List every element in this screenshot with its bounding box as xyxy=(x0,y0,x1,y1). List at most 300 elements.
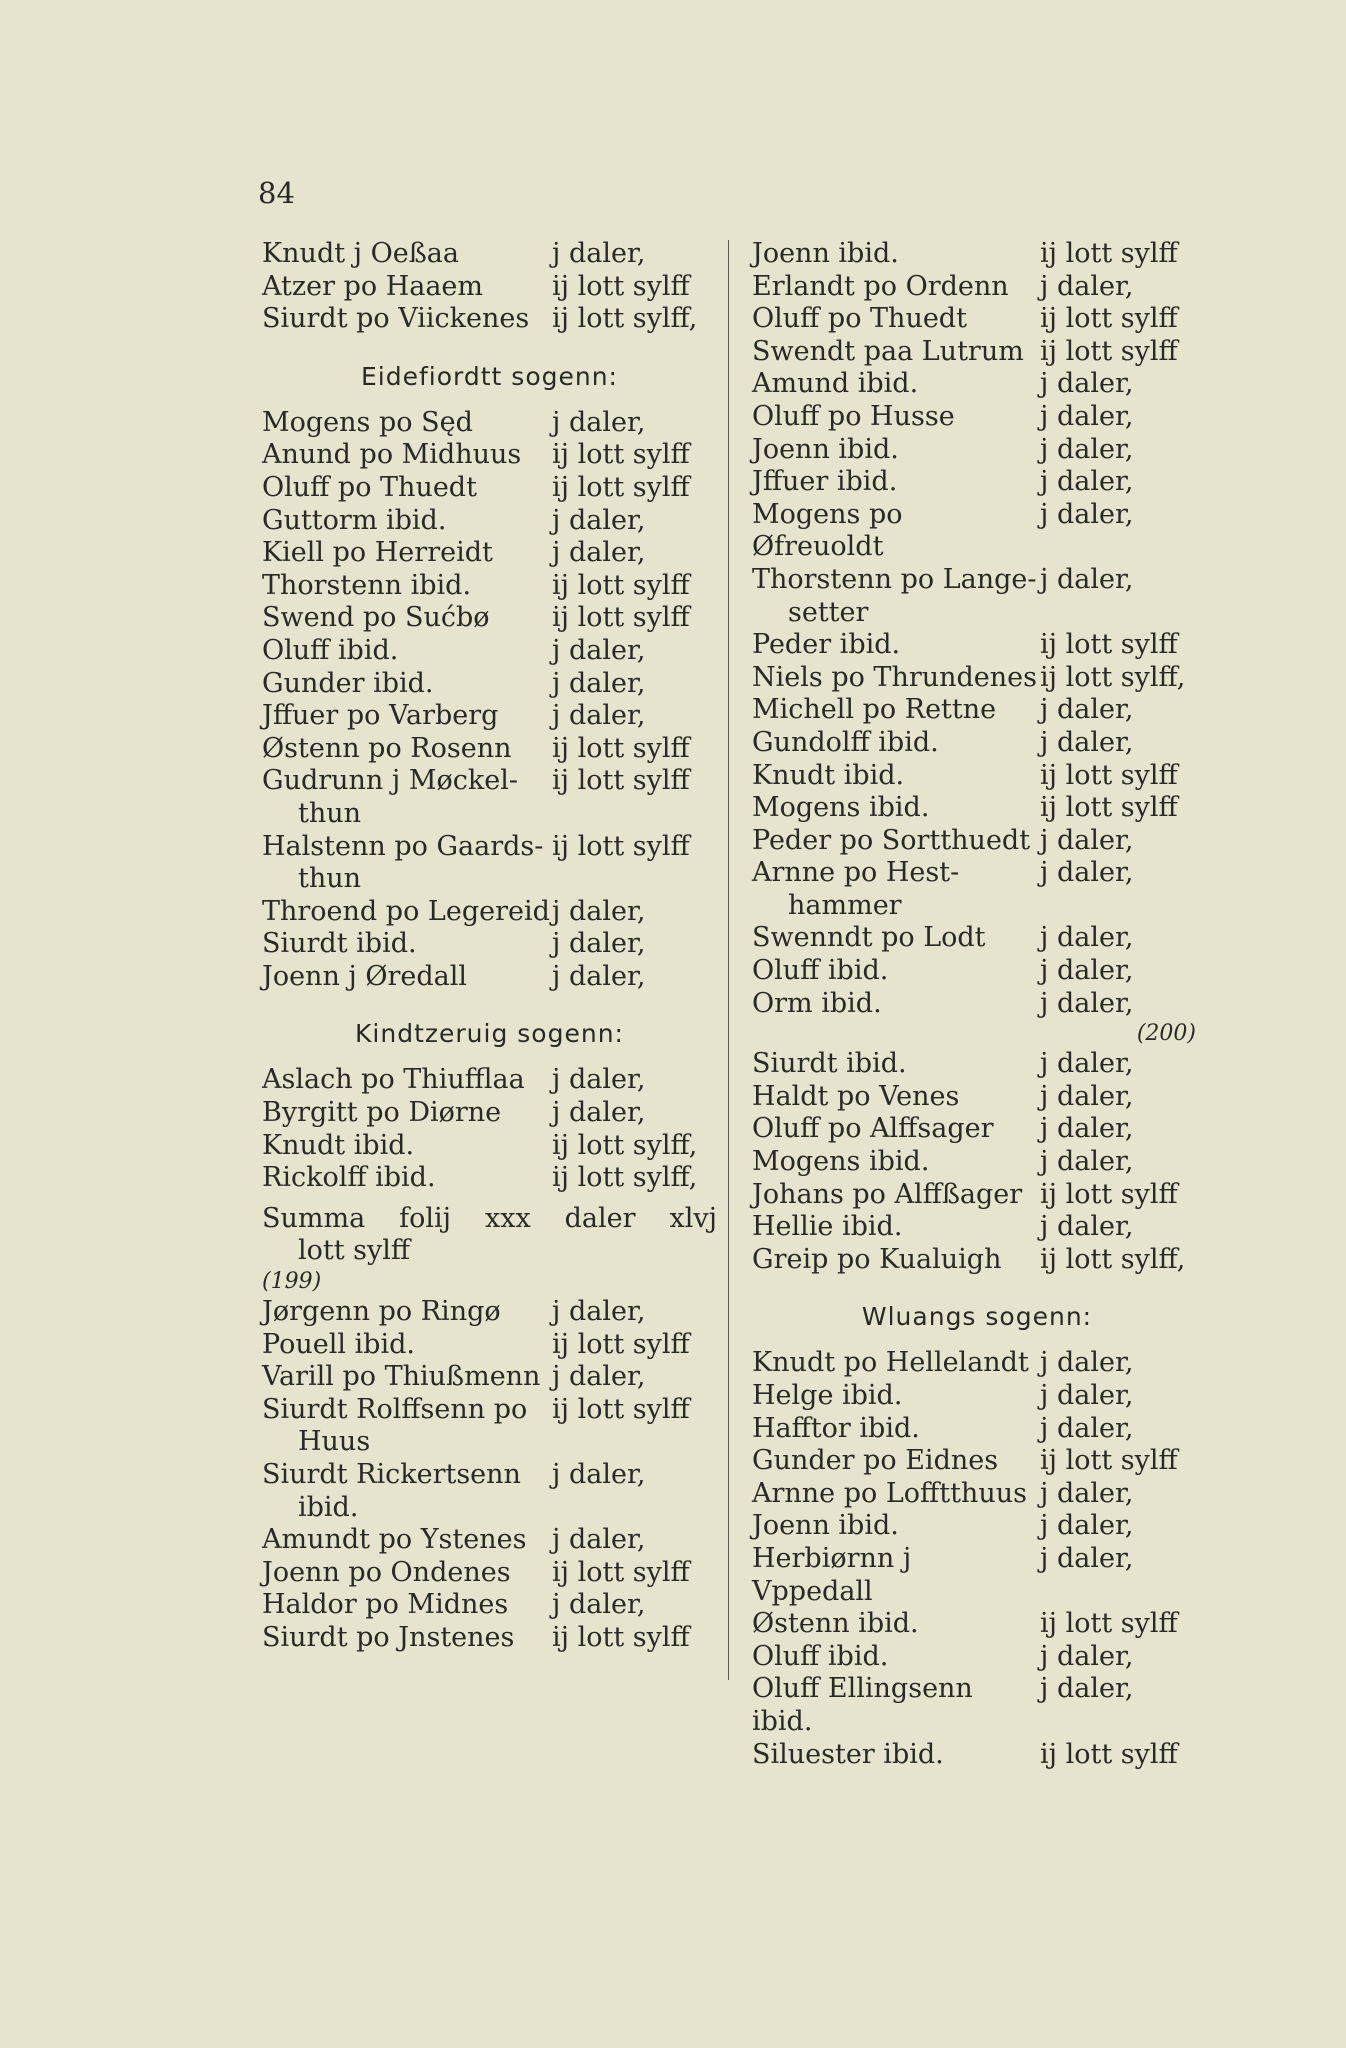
entry-name-text: Mogens po Øfreuoldt xyxy=(752,498,903,563)
entry-amount: ij lott sylff xyxy=(552,1393,690,1425)
ledger-entry xyxy=(752,727,1202,760)
entry-amount: j daler, xyxy=(552,504,646,536)
entry-name xyxy=(752,1445,1040,1478)
entry-name-text: Mogens ibid. xyxy=(752,792,930,824)
entry-name xyxy=(752,564,1040,629)
ledger-entry xyxy=(262,1622,717,1655)
entry-name xyxy=(262,1622,552,1655)
entry-name-text: Swenndt po Lodt xyxy=(752,922,986,954)
ledger-entry xyxy=(752,1510,1202,1543)
ledger-entry xyxy=(752,1113,1202,1146)
entry-name-text: Gundolff ibid. xyxy=(752,726,939,758)
entry-amount: j daler, xyxy=(1040,1542,1134,1574)
entry-name-text: Atzer po Haaem xyxy=(262,270,484,302)
entry-name xyxy=(262,961,552,994)
entry-name-text: Niels po Thrundenes xyxy=(752,661,1038,693)
entry-name xyxy=(262,271,552,304)
entry-name xyxy=(752,1510,1040,1543)
entry-name xyxy=(262,570,552,603)
entry-name-text: Byrgitt po Diørne xyxy=(262,1097,502,1129)
entry-amount: j daler, xyxy=(1040,433,1134,465)
ledger-entry xyxy=(752,271,1202,304)
entry-amount: j daler, xyxy=(552,700,646,732)
ledger-entry xyxy=(752,825,1202,858)
entry-name-text: Gunder ibid. xyxy=(262,667,434,699)
entry-name xyxy=(752,1608,1040,1641)
entry-name-continuation: thun xyxy=(298,863,362,895)
entry-name xyxy=(752,1641,1040,1674)
ledger-entry xyxy=(262,1130,717,1163)
ledger-entry xyxy=(262,407,717,440)
entry-name-text: Aslach po Thiufflaa xyxy=(262,1064,525,1096)
entry-name-text: Joenn ibid. xyxy=(752,1510,899,1542)
entry-amount: ij lott sylff, xyxy=(1040,1243,1186,1275)
entry-amount: ij lott sylff, xyxy=(552,303,698,335)
ledger-entry xyxy=(752,499,1202,564)
entry-name xyxy=(752,1543,1040,1608)
entry-name-continuation: hammer xyxy=(788,889,902,921)
ledger-entry xyxy=(752,629,1202,662)
entry-name-continuation: thun xyxy=(298,797,362,829)
ledger-entry xyxy=(752,1081,1202,1114)
entry-amount: j daler, xyxy=(1040,1048,1134,1080)
folio-marker-left: (199) xyxy=(262,1269,322,1295)
entry-name-continuation: setter xyxy=(788,596,869,628)
ledger-entry xyxy=(262,439,717,472)
ledger-entry xyxy=(752,1048,1202,1081)
entry-name xyxy=(262,635,552,668)
entry-amount: ij lott sylff xyxy=(552,732,690,764)
entry-name xyxy=(262,1329,552,1362)
ledger-entry xyxy=(262,700,717,733)
summa-word: Summa xyxy=(262,1202,366,1234)
entry-amount: ij lott sylff, xyxy=(552,1162,698,1194)
entry-name-text: Peder po Sortthuedt xyxy=(752,824,1031,856)
entry-name xyxy=(752,792,1040,825)
column-divider xyxy=(728,240,729,1680)
section-heading-eidefiordtt: Eidefiordtt sogenn: xyxy=(361,361,618,391)
ledger-entry xyxy=(262,1394,717,1459)
entry-amount: j daler, xyxy=(552,1296,646,1328)
entry-name xyxy=(262,537,552,570)
entry-name xyxy=(262,928,552,961)
entry-amount: ij lott sylff xyxy=(1040,792,1178,824)
entry-name xyxy=(262,303,552,336)
entry-name xyxy=(262,505,552,538)
ledger-entry xyxy=(262,961,717,994)
entry-name-text: Joenn j Øredall xyxy=(262,960,468,992)
ledger-entry xyxy=(262,537,717,570)
entry-name xyxy=(752,629,1040,662)
entry-name xyxy=(752,1478,1040,1511)
entry-name-text: Johans po Alffßager xyxy=(752,1178,1023,1210)
ledger-entry xyxy=(752,1347,1202,1380)
summa-word: xxx xyxy=(485,1202,531,1234)
entry-name xyxy=(752,1413,1040,1446)
entry-name-text: Gunder po Eidnes xyxy=(752,1445,999,1477)
ledger-entry xyxy=(752,1211,1202,1244)
entry-name-text: Mogens ibid. xyxy=(752,1146,930,1178)
summa-line xyxy=(262,1203,717,1268)
entry-name xyxy=(262,1361,552,1394)
entry-amount: j daler, xyxy=(552,960,646,992)
summa-words xyxy=(262,1203,717,1236)
entry-name-text: Gudrunn j Møckel- xyxy=(262,765,518,797)
ledger-entry xyxy=(752,1445,1202,1478)
entry-name xyxy=(752,825,1040,858)
entry-name xyxy=(752,1179,1040,1212)
entry-amount: j daler, xyxy=(1040,368,1134,400)
ledger-entry xyxy=(752,1543,1202,1608)
ledger-entry xyxy=(262,1097,717,1130)
entry-amount: ij lott sylff xyxy=(1040,303,1178,335)
entry-name-text: Østenn ibid. xyxy=(752,1608,919,1640)
ledger-entry xyxy=(752,303,1202,336)
entry-name-text: Siurdt po Jnstenes xyxy=(262,1621,515,1653)
entry-name-text: Oluff ibid. xyxy=(752,955,889,987)
ledger-entry xyxy=(752,466,1202,499)
entry-amount: j daler, xyxy=(1040,1477,1134,1509)
page-number: 84 xyxy=(258,176,295,210)
ledger-entry xyxy=(262,1162,717,1195)
right-entries-top xyxy=(752,238,1202,1020)
entry-name-text: Haldor po Midnes xyxy=(262,1589,509,1621)
entry-name-text: Orm ibid. xyxy=(752,987,882,1019)
entry-name xyxy=(752,499,1040,564)
entry-name xyxy=(262,896,552,929)
entry-name xyxy=(752,1048,1040,1081)
entry-name-text: Swend po Sućbø xyxy=(262,602,490,634)
entry-amount: j daler, xyxy=(1040,498,1134,530)
entry-amount: j daler, xyxy=(1040,563,1134,595)
ledger-entry xyxy=(262,472,717,505)
entry-name-continuation: ibid. xyxy=(298,1491,359,1523)
summa-continuation: lott sylff xyxy=(298,1235,411,1267)
entry-name xyxy=(752,1146,1040,1179)
left-entries-eide xyxy=(262,407,717,994)
entry-name xyxy=(752,1347,1040,1380)
ledger-entry xyxy=(752,988,1202,1021)
entry-amount: j daler, xyxy=(1040,1113,1134,1145)
right-entries-wluang xyxy=(752,1347,1202,1771)
entry-name-text: Hafftor ibid. xyxy=(752,1412,920,1444)
summa-word: folij xyxy=(399,1202,452,1234)
entry-amount: j daler, xyxy=(1040,857,1134,889)
ledger-entry xyxy=(262,570,717,603)
entry-amount: j daler, xyxy=(552,1097,646,1129)
entry-amount: j daler, xyxy=(552,406,646,438)
entry-amount: ij lott sylff xyxy=(1040,1738,1178,1770)
entry-name-text: Peder ibid. xyxy=(752,629,901,661)
ledger-entry xyxy=(262,635,717,668)
entry-amount: j daler, xyxy=(1040,1347,1134,1379)
ledger-entry xyxy=(752,564,1202,629)
right-entries-mid xyxy=(752,1048,1202,1276)
ledger-entry xyxy=(262,928,717,961)
entry-name xyxy=(262,1589,552,1622)
entry-name xyxy=(752,1211,1040,1244)
entry-name-text: Anund po Midhuus xyxy=(262,439,522,471)
entry-name-text: Varill po Thiußmenn xyxy=(262,1361,541,1393)
entry-amount: j daler, xyxy=(1040,1080,1134,1112)
entry-amount: ij lott sylff xyxy=(552,471,690,503)
entry-name-text: Herbiørnn j Vppedall xyxy=(752,1542,912,1607)
entry-name xyxy=(262,733,552,766)
summa-word: daler xyxy=(564,1202,636,1234)
ledger-entry xyxy=(262,1064,717,1097)
entry-amount: ij lott sylff xyxy=(1040,1445,1178,1477)
ledger-entry xyxy=(262,733,717,766)
entry-name xyxy=(752,1081,1040,1114)
entry-amount: ij lott sylff, xyxy=(1040,661,1186,693)
entry-name xyxy=(752,434,1040,467)
ledger-entry xyxy=(752,694,1202,727)
entry-amount: j daler, xyxy=(1040,1211,1134,1243)
ledger-entry xyxy=(752,1641,1202,1674)
ledger-entry xyxy=(262,238,717,271)
entry-name xyxy=(262,439,552,472)
entry-amount: j daler, xyxy=(1040,1510,1134,1542)
entry-amount: ij lott sylff xyxy=(552,270,690,302)
entry-amount: j daler, xyxy=(1040,694,1134,726)
ledger-entry xyxy=(262,1589,717,1622)
ledger-entry xyxy=(752,662,1202,695)
entry-name-text: Guttorm ibid. xyxy=(262,504,447,536)
entry-amount: ij lott sylff xyxy=(552,602,690,634)
entry-name-text: Kiell po Herreidt xyxy=(262,537,493,569)
entry-name-continuation: Huus xyxy=(298,1426,371,1458)
entry-name xyxy=(752,760,1040,793)
summa-word: xlvj xyxy=(669,1202,717,1234)
entry-name xyxy=(752,303,1040,336)
entry-amount: j daler, xyxy=(1040,955,1134,987)
entry-name xyxy=(262,1557,552,1590)
entry-amount: j daler, xyxy=(552,928,646,960)
entry-name-text: Knudt j Oeßaa xyxy=(262,238,459,269)
entry-name xyxy=(752,271,1040,304)
entry-name-text: Amundt po Ystenes xyxy=(262,1524,527,1556)
entry-name xyxy=(752,694,1040,727)
ledger-entry xyxy=(752,1146,1202,1179)
left-column xyxy=(262,238,717,1655)
entry-name-text: Helge ibid. xyxy=(752,1380,903,1411)
ledger-entry xyxy=(752,434,1202,467)
ledger-entry xyxy=(752,401,1202,434)
entry-amount: ij lott sylff xyxy=(552,439,690,471)
entry-name-text: Østenn po Rosenn xyxy=(262,732,512,764)
entry-name-text: Haldt po Venes xyxy=(752,1080,960,1112)
entry-name xyxy=(262,602,552,635)
entry-name-text: Swendt paa Lutrum xyxy=(752,335,1024,367)
entry-name xyxy=(752,1673,1040,1738)
entry-amount: j daler, xyxy=(1040,987,1134,1019)
entry-amount: j daler, xyxy=(552,895,646,927)
ledger-entry xyxy=(752,955,1202,988)
entry-name-text: Knudt ibid. xyxy=(752,759,905,791)
entry-name-text: Throend po Legereid xyxy=(262,895,550,927)
entry-name-text: Amund ibid. xyxy=(752,368,919,400)
entry-name xyxy=(262,407,552,440)
entry-name-text: Greip po Kualuigh xyxy=(752,1243,1002,1275)
ledger-entry xyxy=(262,896,717,929)
entry-amount: j daler, xyxy=(552,537,646,569)
entry-amount: ij lott sylff xyxy=(552,1328,690,1360)
folio-marker-right: (200) xyxy=(1136,1021,1196,1047)
entry-name xyxy=(752,1380,1040,1413)
ledger-entry xyxy=(752,792,1202,825)
entry-amount: j daler, xyxy=(1040,1146,1134,1178)
entry-amount: j daler, xyxy=(1040,400,1134,432)
entry-name-text: Oluff Ellingsenn ibid. xyxy=(752,1673,973,1737)
entry-name xyxy=(262,1524,552,1557)
entry-amount: j daler, xyxy=(1040,1673,1134,1705)
entry-amount: ij lott sylff xyxy=(1040,335,1178,367)
ledger-entry xyxy=(262,765,717,830)
right-column xyxy=(752,238,1202,1771)
entry-name xyxy=(262,1296,552,1329)
entry-name xyxy=(262,238,552,271)
left-entries-top xyxy=(262,238,717,336)
entry-amount: j daler, xyxy=(552,1064,646,1096)
ledger-entry xyxy=(262,505,717,538)
ledger-entry xyxy=(262,303,717,336)
entry-amount: j daler, xyxy=(1040,270,1134,302)
entry-name xyxy=(262,700,552,733)
ledger-entry xyxy=(752,1179,1202,1212)
entry-name xyxy=(262,1097,552,1130)
entry-name-text: Siurdt Rolffsenn po xyxy=(262,1393,528,1425)
entry-amount: ij lott sylff xyxy=(552,569,690,601)
entry-name-text: Knudt po Hellelandt xyxy=(752,1347,1029,1379)
entry-amount: ij lott sylff xyxy=(1040,1178,1178,1210)
entry-amount: j daler, xyxy=(1040,1412,1134,1444)
entry-amount: j daler, xyxy=(1040,824,1134,856)
entry-name xyxy=(752,368,1040,401)
entry-name xyxy=(752,727,1040,760)
entry-name xyxy=(752,662,1040,695)
entry-amount: j daler, xyxy=(1040,466,1134,498)
entry-name-text: Siurdt Rickertsenn xyxy=(262,1459,521,1490)
entry-name-text: Jørgenn po Ringø xyxy=(262,1296,501,1328)
entry-name xyxy=(752,238,1040,271)
entry-amount: ij lott sylff xyxy=(1040,238,1178,269)
entry-amount: j daler, xyxy=(552,1524,646,1556)
entry-amount: j daler, xyxy=(1040,726,1134,758)
entry-amount: j daler, xyxy=(552,1589,646,1621)
ledger-entry xyxy=(262,831,717,896)
ledger-entry xyxy=(752,760,1202,793)
entry-name xyxy=(262,1394,552,1459)
entry-name-text: Joenn po Ondenes xyxy=(262,1556,511,1588)
ledger-entry xyxy=(262,1361,717,1394)
entry-name xyxy=(262,1130,552,1163)
ledger-entry xyxy=(752,1380,1202,1413)
entry-name-text: Joenn ibid. xyxy=(752,433,899,465)
entry-name xyxy=(752,466,1040,499)
entry-name-text: Siluester ibid. xyxy=(752,1738,944,1770)
entry-name-text: Thorstenn ibid. xyxy=(262,569,472,601)
entry-name-text: Arnne po Lofftthuus xyxy=(752,1477,1027,1509)
entry-amount: j daler, xyxy=(552,667,646,699)
ledger-entry xyxy=(752,1244,1202,1277)
left-entries-kindt xyxy=(262,1064,717,1194)
entry-amount: ij lott sylff xyxy=(552,830,690,862)
entry-name xyxy=(752,336,1040,369)
entry-name xyxy=(752,1244,1040,1277)
entry-name xyxy=(262,765,552,830)
entry-name-text: Jffuer ibid. xyxy=(752,466,898,498)
entry-name-text: Thorstenn po Lange- xyxy=(752,563,1037,595)
entry-name-text: Oluff po Thuedt xyxy=(752,303,967,335)
ledger-entry xyxy=(262,602,717,635)
entry-name xyxy=(262,668,552,701)
entry-amount: j daler, xyxy=(552,238,646,269)
entry-name-text: Michell po Rettne xyxy=(752,694,997,726)
entry-amount: ij lott sylff xyxy=(1040,1608,1178,1640)
entry-name-text: Oluff po Thuedt xyxy=(262,471,477,503)
entry-name-text: Halstenn po Gaards- xyxy=(262,830,544,862)
entry-amount: ij lott sylff, xyxy=(552,1129,698,1161)
section-heading-wluangs: Wluangs sogenn: xyxy=(861,1302,1093,1332)
ledger-entry xyxy=(752,1739,1202,1772)
entry-name xyxy=(752,401,1040,434)
entry-amount: ij lott sylff xyxy=(552,1556,690,1588)
entry-amount: j daler, xyxy=(1040,922,1134,954)
entry-name xyxy=(752,1113,1040,1146)
entry-name xyxy=(752,988,1040,1021)
entry-amount: j daler, xyxy=(552,1361,646,1393)
entry-amount: j daler, xyxy=(1040,1380,1134,1411)
entry-name-text: Siurdt ibid. xyxy=(262,928,417,960)
ledger-entry xyxy=(752,922,1202,955)
entry-name xyxy=(262,1064,552,1097)
entry-name-text: Erlandt po Ordenn xyxy=(752,270,1009,302)
entry-name-text: Rickolff ibid. xyxy=(262,1162,436,1194)
ledger-entry xyxy=(752,368,1202,401)
ledger-entry xyxy=(752,1608,1202,1641)
entry-amount: j daler, xyxy=(552,1459,646,1490)
ledger-entry xyxy=(262,1524,717,1557)
entry-name-text: Mogens po Sęd xyxy=(262,406,473,438)
ledger-entry xyxy=(752,1673,1202,1738)
ledger-entry xyxy=(262,271,717,304)
left-entries-after xyxy=(262,1296,717,1655)
entry-name-text: Hellie ibid. xyxy=(752,1211,903,1243)
ledger-entry xyxy=(262,1296,717,1329)
entry-name xyxy=(752,1739,1040,1772)
entry-amount: j daler, xyxy=(1040,1640,1134,1672)
entry-name-text: Jffuer po Varberg xyxy=(262,700,499,732)
entry-name-text: Arnne po Hest- xyxy=(752,857,960,889)
entry-name xyxy=(262,1459,552,1524)
entry-name-text: Pouell ibid. xyxy=(262,1328,415,1360)
entry-name-text: Siurdt po Viickenes xyxy=(262,303,530,335)
ledger-entry xyxy=(262,1459,717,1524)
entry-amount: ij lott sylff xyxy=(552,1621,690,1653)
ledger-entry xyxy=(262,1557,717,1590)
ledger-entry xyxy=(262,1329,717,1362)
entry-name xyxy=(752,955,1040,988)
ledger-entry xyxy=(752,336,1202,369)
ledger-entry xyxy=(752,857,1202,922)
entry-name-text: Oluff po Alffsager xyxy=(752,1113,994,1145)
entry-name xyxy=(262,1162,552,1195)
ledger-entry xyxy=(752,1478,1202,1511)
entry-name-text: Oluff ibid. xyxy=(752,1640,889,1672)
entry-amount: ij lott sylff xyxy=(552,765,690,797)
entry-amount: j daler, xyxy=(552,634,646,666)
entry-name xyxy=(262,472,552,505)
